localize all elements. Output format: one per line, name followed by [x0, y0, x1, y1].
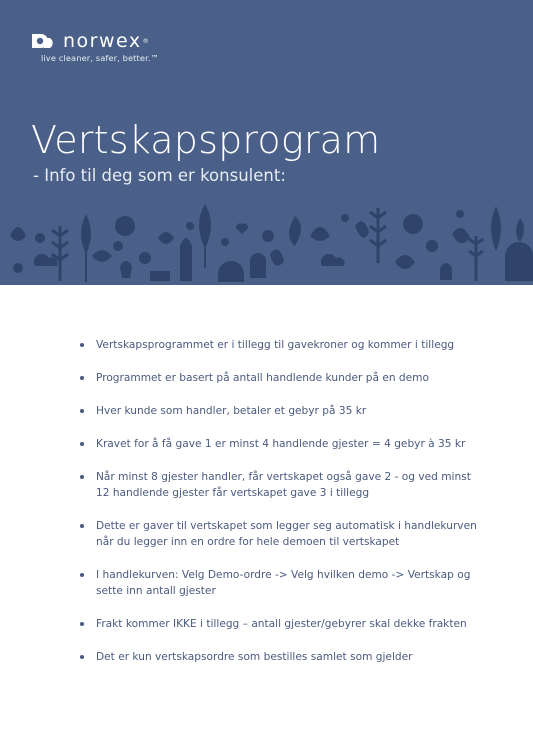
list-item	[79, 436, 479, 452]
list-item	[79, 616, 479, 632]
list-item	[79, 403, 479, 419]
list-item-text: I handlekurven: Velg Demo-ordre -> Velg hvilken demo -> Vertskap og sette inn antall gjester	[96, 569, 471, 597]
list-item	[79, 649, 479, 665]
list-item	[79, 567, 479, 599]
list-item-text: Hver kunde som handler, betaler et gebyr på 35 kr	[96, 405, 367, 417]
bullet-dot-icon	[80, 442, 84, 446]
info-bullet-list	[79, 337, 479, 682]
brand-name: norwex	[63, 30, 142, 52]
nature-pattern-icon	[0, 196, 533, 285]
list-item-text: Når minst 8 gjester handler, får vertskapet også gave 2 - og ved minst 12 handlende gjester får vertskapet gave 3 i tillegg	[96, 471, 471, 499]
bullet-dot-icon	[80, 475, 84, 479]
brand-logo	[31, 32, 159, 63]
bullet-dot-icon	[80, 655, 84, 659]
brand-registered-mark: ®	[142, 37, 149, 45]
bullet-dot-icon	[80, 573, 84, 577]
list-item-text: Dette er gaver til vertskapet som legger seg automatisk i handlekurven når du legger inn en ordre for hele demoen til vertskapet	[96, 520, 477, 548]
list-item	[79, 469, 479, 501]
list-item-text: Frakt kommer IKKE i tillegg – antall gjester/gebyrer skal dekke frakten	[96, 618, 467, 630]
list-item	[79, 337, 479, 353]
list-item-text: Det er kun vertskapsordre som bestilles samlet som gjelder	[96, 651, 413, 663]
bullet-dot-icon	[80, 622, 84, 626]
page-title: Vertskapsprogram	[31, 118, 381, 162]
brand-tagline: live cleaner, safer, better.™	[41, 53, 159, 63]
bullet-dot-icon	[80, 376, 84, 380]
list-item-text: Kravet for å få gave 1 er minst 4 handlende gjester = 4 gebyr à 35 kr	[96, 438, 466, 450]
page-subtitle: - Info til deg som er konsulent:	[33, 166, 286, 185]
list-item	[79, 370, 479, 386]
bullet-dot-icon	[80, 524, 84, 528]
list-item-text: Vertskapsprogrammet er i tillegg til gavekroner og kommer i tillegg	[96, 339, 455, 351]
norwex-logo-mark-icon	[31, 32, 57, 50]
list-item-text: Programmet er basert på antall handlende kunder på en demo	[96, 372, 429, 384]
list-item	[79, 518, 479, 550]
bullet-dot-icon	[80, 343, 84, 347]
bullet-dot-icon	[80, 409, 84, 413]
header-banner	[0, 0, 533, 285]
